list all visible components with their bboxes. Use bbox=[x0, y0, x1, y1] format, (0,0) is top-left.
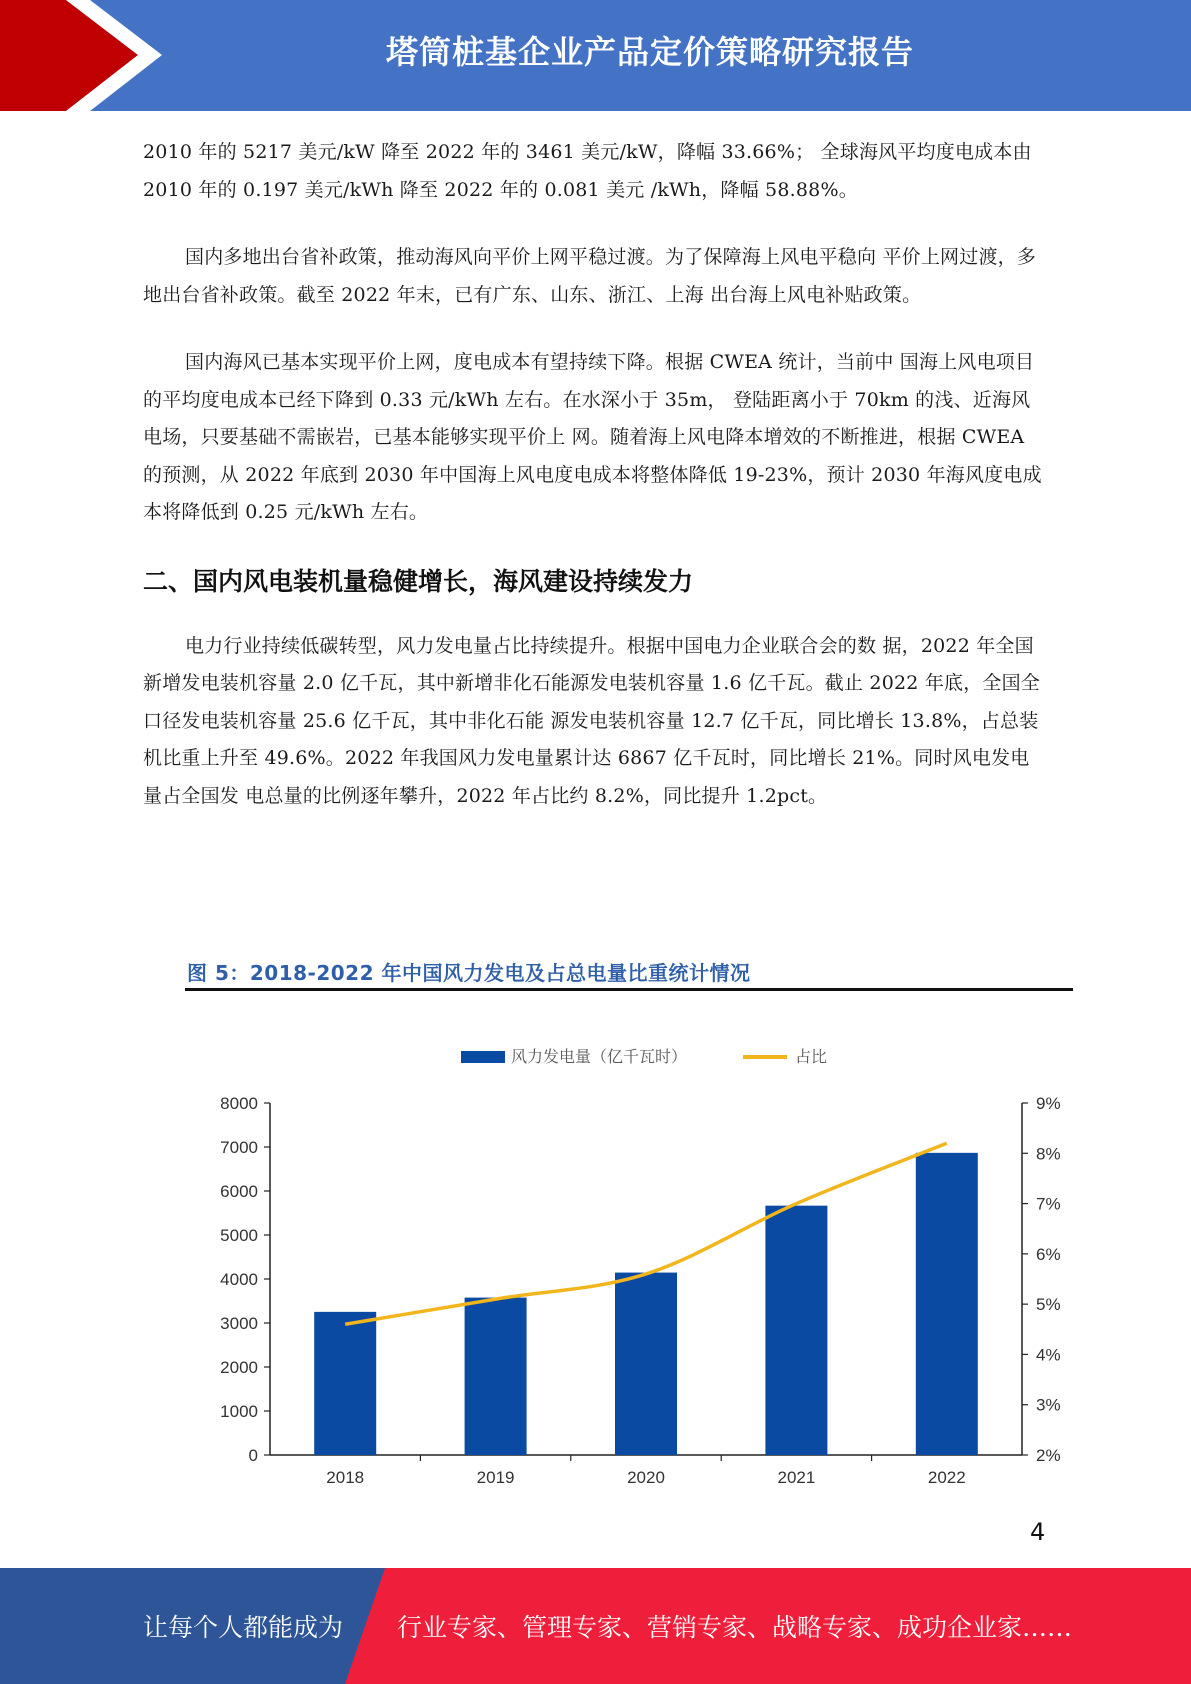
legend-bar-swatch bbox=[461, 1051, 505, 1063]
bar-2019 bbox=[465, 1298, 527, 1455]
y-right-tick-label: 6% bbox=[1036, 1244, 1061, 1264]
y-right-tick-label: 4% bbox=[1036, 1345, 1061, 1365]
y-left-tick-label: 1000 bbox=[220, 1402, 258, 1421]
footer-slogan-left: 让每个人都能成为 bbox=[143, 1613, 344, 1642]
chart-title-rule bbox=[185, 988, 1073, 991]
y-right-tick-label: 8% bbox=[1036, 1144, 1061, 1164]
bar-2021 bbox=[765, 1206, 827, 1455]
chart-title: 图 5：2018-2022 年中国风力发电及占总电量比重统计情况 bbox=[187, 961, 751, 985]
bar-2022 bbox=[916, 1153, 978, 1455]
y-left-tick-label: 6000 bbox=[220, 1182, 258, 1201]
chart-svg bbox=[185, 995, 1075, 1500]
y-right-tick-label: 5% bbox=[1036, 1295, 1061, 1315]
report-title: 塔筒桩基企业产品定价策略研究报告 bbox=[385, 33, 914, 71]
page-header bbox=[0, 0, 1191, 111]
y-left-tick-label: 0 bbox=[248, 1446, 258, 1465]
paragraph-grid-parity: 国内海风已基本实现平价上网，度电成本有望持续下降。根据 CWEA 统计，当前中 国海上风电项目的平均度电成本已经下降到 0.33 元/kWh 左右。在水深小于 35m， 登陆距离小于 70km 的浅、近海风电场，只要基础不需嵌岩，已基本能够实现平价上 网。随着海上风电降本增效的不断推进，根据 CWEA 的预测，从 2022 年底到 2030 年中国海上风电度电成本将整体降低 19-23%，预计 2030 年海风度电成本将降低到 0.25 元/kWh 左右。 bbox=[143, 351, 1042, 523]
figure-wind-power bbox=[185, 955, 1075, 1505]
y-right-tick-label: 2% bbox=[1036, 1446, 1061, 1465]
x-tick-label-2019: 2019 bbox=[476, 1468, 515, 1487]
paragraph-provincial-subsidy: 国内多地出台省补政策，推动海风向平价上网平稳过渡。为了保障海上风电平稳向 平价上网过渡，多地出台省补政策。截至 2022 年末，已有广东、山东、浙江、上海 出台海上风电补贴政策。 bbox=[143, 246, 1037, 306]
x-tick-label-2021: 2021 bbox=[777, 1468, 816, 1487]
page-number: 4 bbox=[1030, 1518, 1046, 1546]
y-left-tick-label: 4000 bbox=[220, 1270, 258, 1289]
bar-2018 bbox=[314, 1312, 376, 1455]
y-left-tick-label: 3000 bbox=[220, 1314, 258, 1333]
x-tick-label-2018: 2018 bbox=[326, 1468, 365, 1487]
page-footer bbox=[0, 1568, 1191, 1684]
footer-slogan-right: 行业专家、管理专家、营销专家、战略专家、成功企业家…… bbox=[397, 1613, 1073, 1642]
paragraph-wind-capacity: 电力行业持续低碳转型，风力发电量占比持续提升。根据中国电力企业联合会的数 据，2022 年全国新增发电装机容量 2.0 亿千瓦，其中新增非化石能源发电装机容量 1.6 亿千瓦。截止 2022 年底，全国全口径发电装机容量 25.6 亿千瓦，其中非化石能 源发电装机容量 12.7 亿千瓦，同比增长 13.8%，占总装机比重上升至 49.6%。2022 年我国风力发电量累计达 6867 亿千瓦时，同比增长 21%。同时风电发电量占全国发 电总量的比例逐年攀升，2022 年占比约 8.2%，同比提升 1.2pct。 bbox=[143, 634, 1041, 807]
y-right-tick-label: 9% bbox=[1036, 1094, 1061, 1113]
y-right-tick-label: 3% bbox=[1036, 1395, 1061, 1415]
y-left-tick-label: 2000 bbox=[220, 1358, 258, 1377]
section-heading: 二、国内风电装机量稳健增长，海风建设持续发力 bbox=[143, 566, 694, 596]
y-left-tick-label: 5000 bbox=[220, 1226, 258, 1245]
x-tick-label-2022: 2022 bbox=[927, 1468, 966, 1487]
legend-bar-label: 风力发电量（亿千瓦时） bbox=[511, 1049, 688, 1066]
y-left-tick-label: 8000 bbox=[220, 1094, 258, 1113]
x-tick-label-2020: 2020 bbox=[627, 1468, 665, 1487]
bar-2020 bbox=[615, 1273, 677, 1455]
y-right-tick-label: 7% bbox=[1036, 1194, 1061, 1214]
paragraph-cost-decline: 2010 年的 5217 美元/kW 降至 2022 年的 3461 美元/kW，降幅 33.66%； 全球海风平均度电成本由 2010 年的 0.197 美元/kWh 降至 2022 年的 0.081 美元 /kWh，降幅 58.88%。 bbox=[143, 141, 1032, 201]
y-left-tick-label: 7000 bbox=[220, 1138, 258, 1157]
main-content bbox=[143, 134, 1048, 845]
legend-line-label: 占比 bbox=[795, 1049, 828, 1066]
